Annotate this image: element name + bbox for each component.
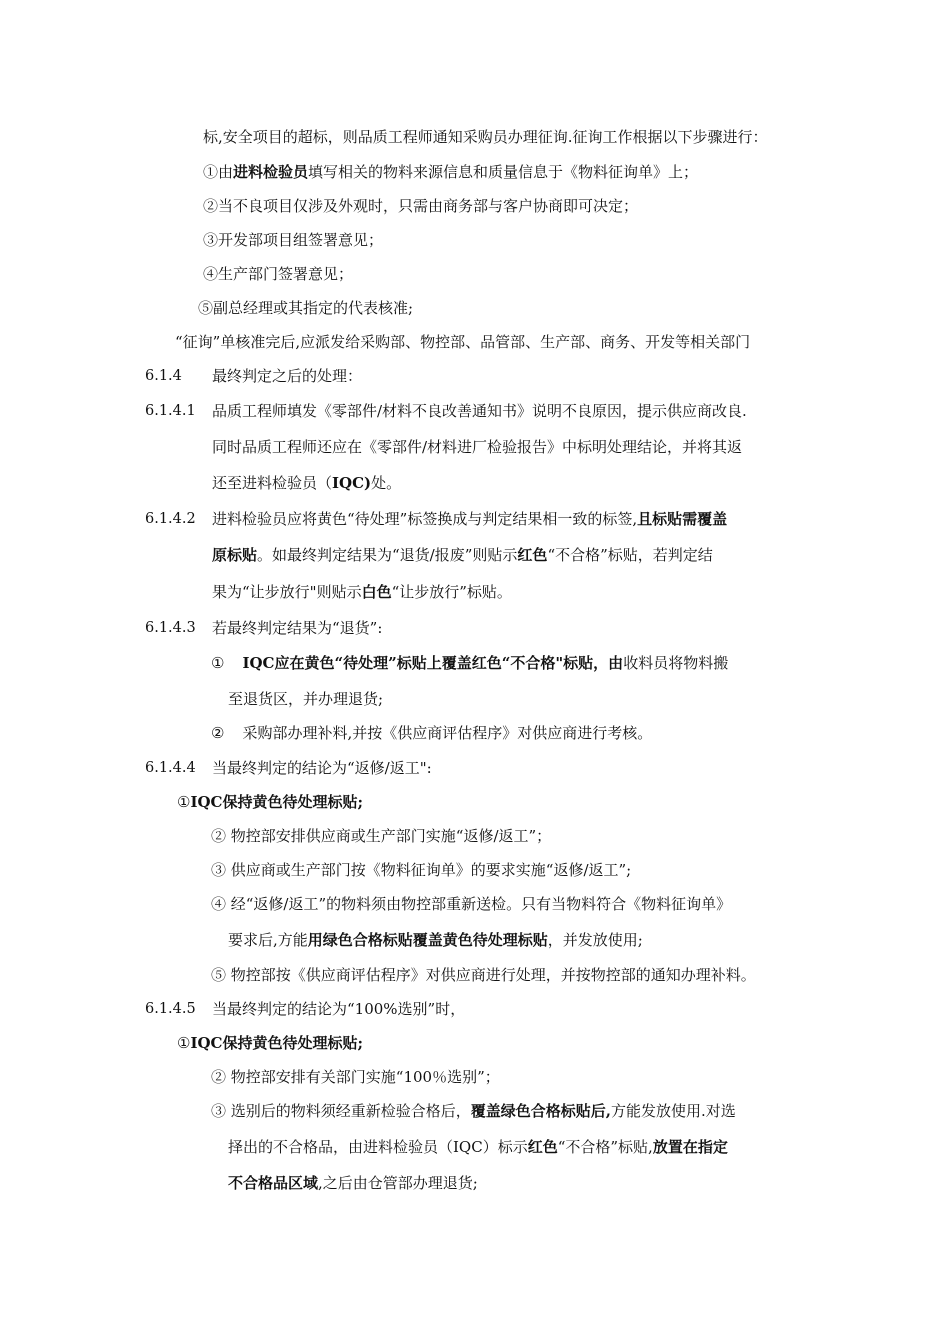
text-line: ③ 选别后的物料须经重新检验合格后，覆盖绿色合格标贴后,方能发放使用.对选 <box>211 1102 736 1120</box>
text-line: 要求后,方能用绿色合格标贴覆盖黄色待处理标贴，并发放使用; <box>228 931 643 949</box>
text-line: ② 采购部办理补料,并按《供应商评估程序》对供应商进行考核。 <box>211 724 653 742</box>
text-line: ④生产部门签署意见； <box>203 265 354 283</box>
text-line: 还至进料检验员（IQC)处。 <box>212 474 402 492</box>
section-number: 6.1.4.2 <box>145 511 196 527</box>
text-line: ① IQC应在黄色“待处理”标贴上覆盖红色“不合格"标贴，由收料员将物料搬 <box>211 654 729 672</box>
section-number: 6.1.4.3 <box>145 620 196 636</box>
text-line: 原标贴。如最终判定结果为“退货/报废”则贴示红色“不合格”标贴，若判定结 <box>212 546 713 564</box>
text-line: “征询”单核准完后,应派发给采购部、物控部、品管部、生产部、商务、开发等相关部门 <box>175 333 751 351</box>
section-number: 6.1.4.5 <box>145 1001 196 1017</box>
section-number: 6.1.4.4 <box>145 760 196 776</box>
section-number: 6.1.4 <box>145 368 182 384</box>
text-line: 若最终判定结果为“退货”: <box>212 619 383 637</box>
text-line: 当最终判定的结论为“100%选别”时， <box>212 1000 466 1018</box>
text-line: ② 物控部安排有关部门实施“100％选别”； <box>211 1068 500 1086</box>
text-line: 择出的不合格品，由进料检验员（IQC）标示红色“不合格”标贴,放置在指定 <box>228 1138 728 1156</box>
text-line: 同时品质工程师还应在《零部件/材料进厂检验报告》中标明处理结论，并将其返 <box>212 438 743 456</box>
section-heading: 最终判定之后的处理： <box>212 367 363 385</box>
text-line: ④ 经“返修/返工”的物料须由物控部重新送检。只有当物料符合《物料征询单》 <box>211 895 732 913</box>
text-line: ③开发部项目组签署意见； <box>203 231 384 249</box>
text-line: ①由进料检验员填写相关的物料来源信息和质量信息于《物料征询单》上； <box>203 163 699 181</box>
text-line: ①IQC保持黄色待处理标贴; <box>177 793 364 811</box>
text-line: ②当不良项目仅涉及外观时，只需由商务部与客户协商即可决定； <box>203 197 639 215</box>
text-line: 当最终判定的结论为“返修/返工": <box>212 759 432 777</box>
text-line: ⑤副总经理或其指定的代表核准; <box>198 299 414 317</box>
text-line: ② 物控部安排供应商或生产部门实施“返修/返工”； <box>211 827 552 845</box>
text-line: 进料检验员应将黄色“待处理”标签换成与判定结果相一致的标签,且标贴需覆盖 <box>212 510 728 528</box>
text-line: 果为“让步放行"则贴示白色“让步放行”标贴。 <box>212 583 512 601</box>
text-line: 不合格品区域,之后由仓管部办理退货; <box>228 1174 478 1192</box>
section-number: 6.1.4.1 <box>145 403 196 419</box>
text-line: ⑤ 物控部按《供应商评估程序》对供应商进行处理，并按物控部的通知办理补料。 <box>211 966 756 984</box>
text-line: 至退货区，并办理退货; <box>228 690 384 708</box>
text-line: ③ 供应商或生产部门按《物料征询单》的要求实施“返修/返工”; <box>211 861 632 879</box>
text-line: 品质工程师填发《零部件/材料不良改善通知书》说明不良原因，提示供应商改良. <box>212 402 747 420</box>
text-line: 标,安全项目的超标，则品质工程师通知采购员办理征询.征询工作根据以下步骤进行： <box>203 128 768 146</box>
text-line: ①IQC保持黄色待处理标贴; <box>177 1034 364 1052</box>
